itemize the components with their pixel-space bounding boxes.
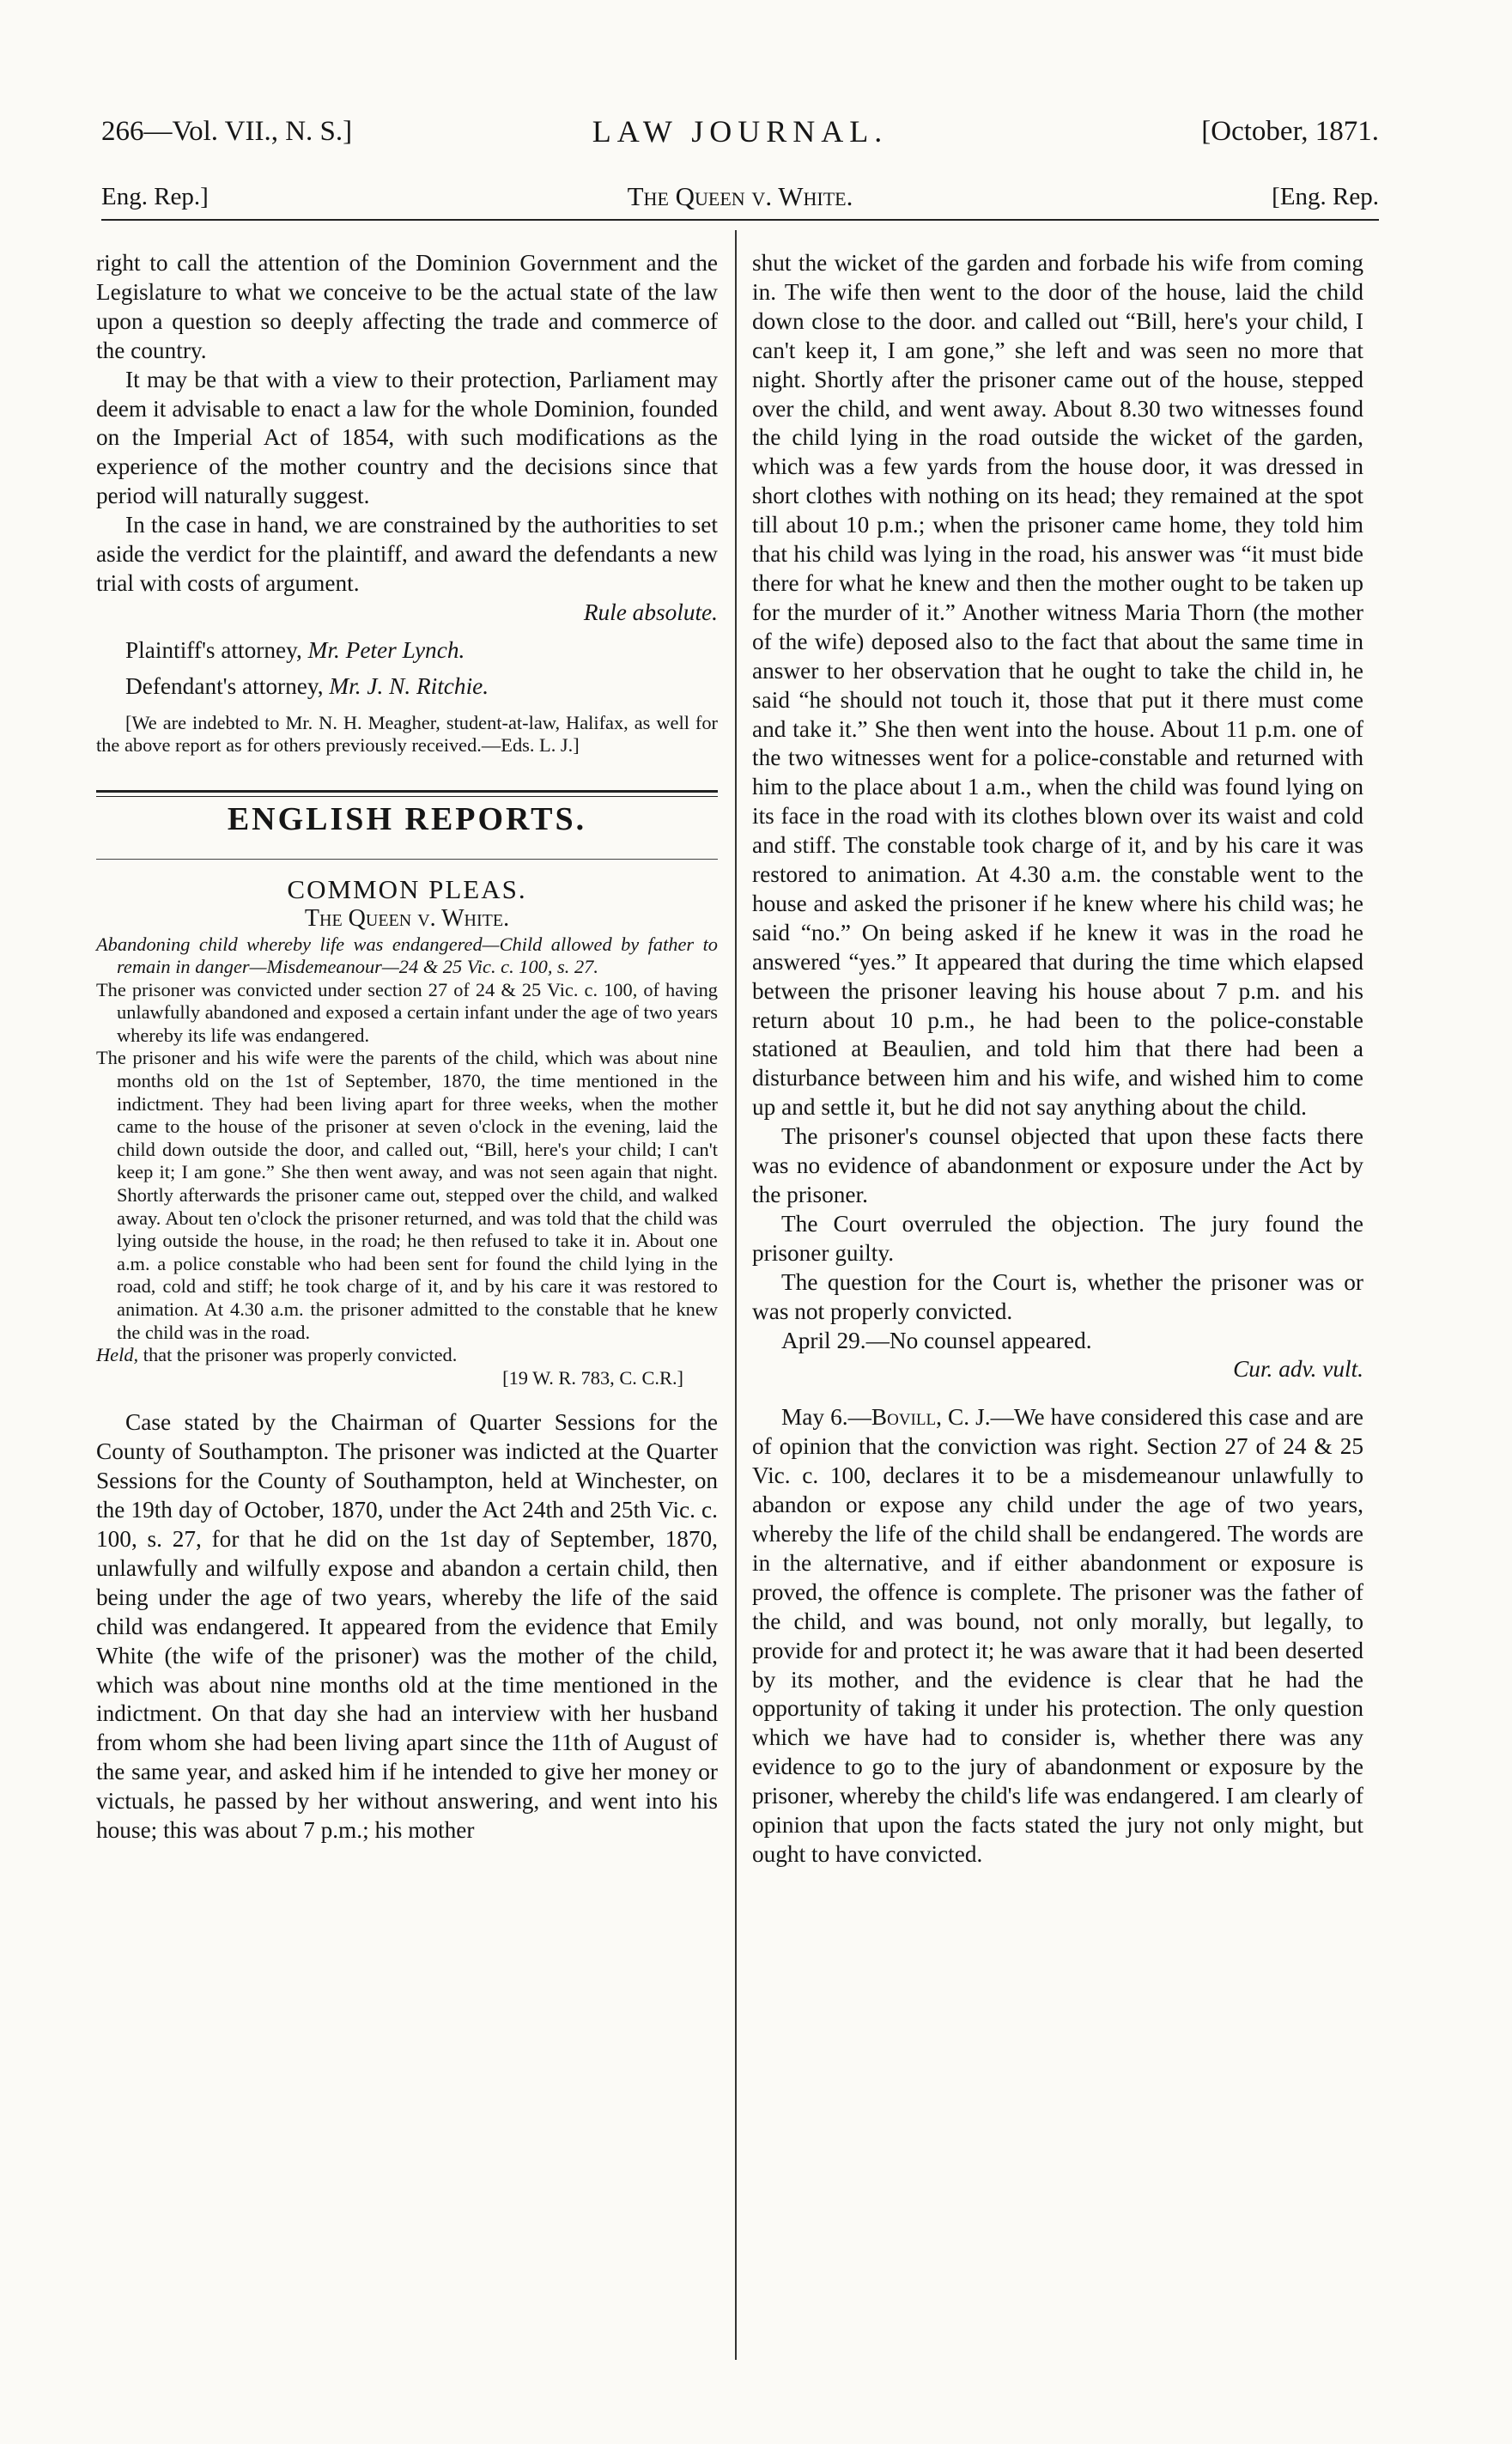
paragraph: The question for the Court is, whether the prisoner was or was not properly convicted. bbox=[752, 1268, 1363, 1324]
column-divider bbox=[735, 230, 737, 2360]
section-title: ENGLISH REPORTS. bbox=[227, 800, 587, 837]
paragraph: right to call the attention of the Dominion Government and the Legislature to what we conceive to be the actual state of the law upon a question so deeply affecting the trade and commerce of the country. bbox=[96, 250, 718, 363]
judge-name: Bovill, C. J. bbox=[871, 1404, 991, 1431]
held bbox=[96, 1344, 718, 1367]
court-title: COMMON PLEAS. bbox=[287, 873, 527, 904]
paragraph: In the case in hand, we are constrained by the authorities to set aside the verdict for the plaintiff, and award the defendants a new trial with costs of argument. bbox=[96, 512, 718, 596]
plaintiff-attorney-label: Plaintiff's attorney, bbox=[125, 636, 308, 663]
headnote-summary: The prisoner was convicted under section 27 of 24 & 25 Vic. c. 100, of having unlawfully abandoned and exposed a certain infant under the age of two years whereby its life was endangered. bbox=[96, 978, 718, 1046]
report-tag-left: Eng. Rep.] bbox=[101, 183, 209, 210]
headnote: Abandoning child whereby life was endangered—Child allowed by father to remain in danger—Misdemeanour—24 & 25 Vic. c. 100, s. 27. bbox=[96, 933, 718, 978]
header-rule bbox=[101, 219, 1379, 221]
held-text: that the prisoner was properly convicted. bbox=[138, 1344, 458, 1366]
editor-note: [We are indebted to Mr. N. H. Meagher, student-at-law, Halifax, as well for the above report as for others previously received.—Eds. L. J.] bbox=[96, 711, 718, 757]
case-title: The Queen v. White. bbox=[304, 904, 510, 932]
running-head bbox=[101, 110, 1379, 153]
judgment-date: May 6.— bbox=[781, 1404, 871, 1431]
page-number-volume: 266—Vol. VII., N. S.] bbox=[101, 116, 353, 147]
case-running-title: The Queen v. White. bbox=[627, 181, 853, 211]
paragraph: The prisoner's counsel objected that upon these facts there was no evidence of abandonment or exposure under the Act by the prisoner. bbox=[752, 1123, 1363, 1207]
headnote-facts: The prisoner and his wife were the parents of the child, which was about nine months old on the 1st of September, 1870, the time mentioned in the indictment. They had been living apart for three weeks, when the mother came to the house of the prisoner at seven o'clock in the evening, laid the child down outside the door, and called out, “Bill, here's your child; I can't keep it; I am gone.” She then went away, and was not seen again that night. Shortly afterwards the prisoner came out, stepped over the child, and walked away. About ten o'clock the prisoner returned, and was told that the child was lying outside the house, in the road; he then refused to take it in. About one a.m. a police constable who had been sent for found the child lying in the road, cold and stiff; he took charge of it, and by his care it was restored to animation. At 4.30 a.m. the prisoner admitted to the constable that he knew the child was in the road. bbox=[96, 1047, 718, 1343]
paragraph: Case stated by the Chairman of Quarter Sessions for the County of Southampton. The prisoner was indicted at the Quarter Sessions for the County of Southampton, held at Winchester, on the 19th day of October, 1870, under the Act 24th and 25th Vic. c. 100, s. 27, for that he did on the 1st day of September, 1870, unlawfully and wilfully expose and abandon a certain child, then being under the age of two years, whereby the life of the said child was endangered. It appeared from the evidence that Emily White (the wife of the prisoner) was the mother of the child, which was about nine months old at the time mentioned in the indictment. On that day she had an interview with her husband from whom she had been living apart since the 11th of August of the same year, and asked him if he intended to give her money or victuals, he passed by her without answering, and went into his house; this was about 7 p.m.; his mother bbox=[96, 1409, 718, 1844]
judgment bbox=[752, 1403, 1363, 1869]
citation: [19 W. R. 783, C. C.R.] bbox=[502, 1366, 683, 1389]
cur-adv-vult: Cur. adv. vult. bbox=[1233, 1356, 1363, 1383]
paragraph: It may be that with a view to their protection, Parliament may deem it advisable to enact a law for the whole Dominion, founded on the Imperial Act of 1854, with such modifications as the experience of the mother country and the decisions since that period will naturally suggest. bbox=[96, 366, 718, 509]
left-column bbox=[96, 249, 718, 1845]
defendant-attorney bbox=[96, 672, 718, 702]
plaintiff-attorney bbox=[96, 636, 718, 666]
rule-absolute: Rule absolute. bbox=[583, 599, 718, 625]
paragraph: April 29.—No counsel appeared. bbox=[781, 1327, 1092, 1353]
report-tag-right: [Eng. Rep. bbox=[1272, 183, 1379, 210]
issue-date: [October, 1871. bbox=[1201, 116, 1379, 147]
sub-head bbox=[101, 177, 1379, 216]
defendant-attorney-name: Mr. J. N. Ritchie. bbox=[329, 672, 489, 699]
plaintiff-attorney-name: Mr. Peter Lynch. bbox=[307, 636, 465, 663]
right-column bbox=[752, 249, 1363, 1869]
section-rule-thin bbox=[96, 859, 718, 860]
journal-title: LAW JOURNAL. bbox=[592, 114, 889, 149]
paragraph: The Court overruled the objection. The jury found the prisoner guilty. bbox=[752, 1210, 1363, 1266]
judgment-text: —We have considered this case and are of opinion that the conviction was right. Section 27 of 24 & 25 Vic. c. 100, declares it to be a misdemeanour unlawfully to abandon or expose any child under the age of two years, whereby the life of the child shall be endangered. The words are in the alternative, and if either abandonment or exposure is proved, the offence is complete. The prisoner was the father of the child, and was bound, not only morally, but legally, to provide for and protect it; he was aware that it had been deserted by its mother, and the evidence is clear that he had the opportunity of taking it under his protection. The only question which we have had to consider is, whether there was any evidence to go to the jury of abandonment or exposure by the prisoner, whereby the child's life was endangered. I am clearly of opinion that upon the facts stated the jury not only might, but ought to have convicted. bbox=[752, 1404, 1363, 1867]
held-label: Held, bbox=[96, 1344, 139, 1366]
defendant-attorney-label: Defendant's attorney, bbox=[125, 672, 330, 699]
paragraph: shut the wicket of the garden and forbade his wife from coming in. The wife then went to the door of the house, laid the child down close to the door. and called out “Bill, here's your child, I can't keep it, I am gone,” she left and was seen no more that night. Shortly after the prisoner came out of the house, stepped over the child, and went away. About 8.30 two witnesses found the child lying in the road outside the wicket of the garden, which was a few yards from the house door, it was dressed in short clothes with nothing on its head; they remained at the spot till about 10 p.m.; when the prisoner came home, they told him that his child was lying in the road, his answer was “it must bide there for what he knew and then the mother ought to be taken up for the murder of it.” Another witness Maria Thorn (the mother of the wife) deposed also to the fact that about the same time in answer to her observation that he ought to take the child in, he said “he should not touch it, those that put it there must come and take it.” She then went into the house. About 11 p.m. one of the two witnesses went for a police-constable and returned with him to the place about 1 a.m., when the child was found lying on its face in the road with its clothes blown over its waist and cold and stiff. The constable took charge of it, and by his care it was restored to animation. At 4.30 a.m. the constable went to the house and asked the prisoner if he knew where his child was; he said “no.” On being asked if he knew it was in the road he answered “yes.” It appeared that during the time which elapsed between the prisoner leaving his house about 7 p.m. and his return about 10 p.m., he had been to the police-constable stationed at Beaulien, and told him that there had been a disturbance between him and his wife, and wished him to come up and settle it, but he did not say anything about the child. bbox=[752, 250, 1363, 1121]
section-rule bbox=[96, 790, 718, 797]
